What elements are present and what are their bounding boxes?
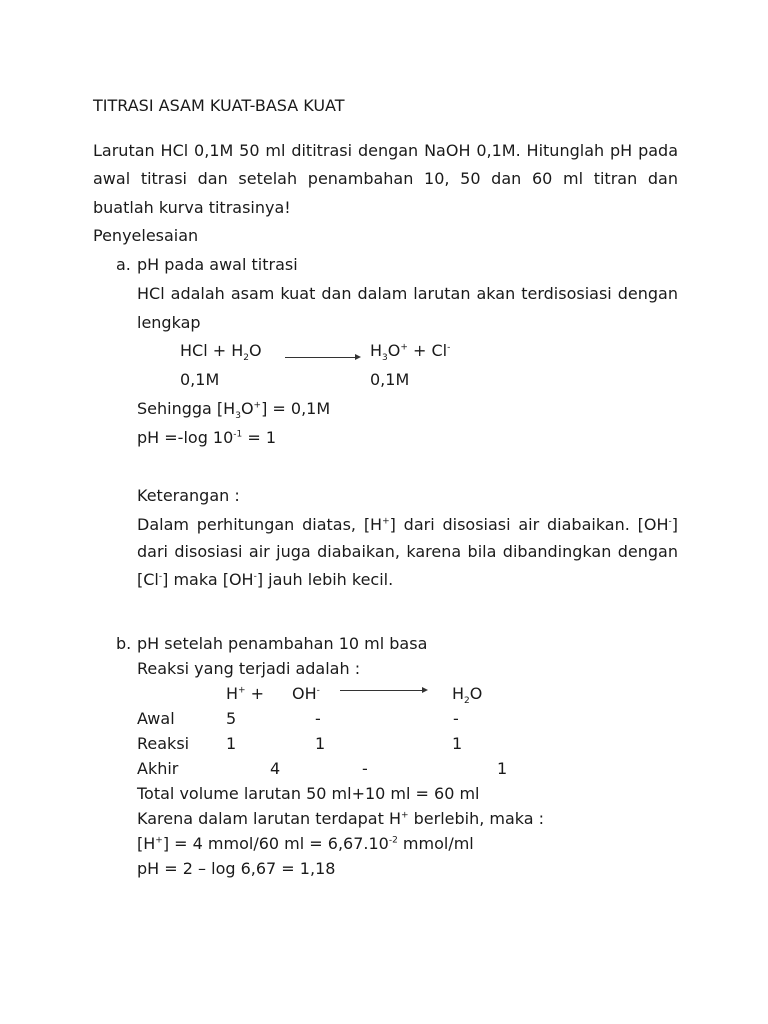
water-product: $H_2O$ <box>452 684 483 707</box>
ph-line-b: pH = 2 – log 6,67 = 1,18 <box>137 859 336 878</box>
awal-water: - <box>453 709 459 728</box>
solution-label: Penyelesaian <box>93 226 199 245</box>
ph-line-a: pH =-log $10^{-1} = 1$ <box>137 428 277 447</box>
total-volume: Total volume larutan 50 ml+10 ml = 60 ml <box>137 784 480 803</box>
note-line-2: dari disosiasi air juga diabaikan, karena bila dibandingkan dengan <box>137 542 678 561</box>
reaksi-h: 1 <box>226 734 237 753</box>
part-a-desc-2: lengkap <box>137 313 201 332</box>
reaction-a-products <box>370 341 451 364</box>
concentration-line: [H+] = 4 mmol/60 ml = $6,67.10^{-2}$ mmol/ml <box>137 834 474 853</box>
oh-ion: OH- <box>292 684 320 703</box>
part-a-marker: a. <box>116 255 131 274</box>
reaction-label: Reaksi yang terjadi adalah : <box>137 659 361 678</box>
note-line-3: [Cl-] maka [OH-] jauh lebih kecil. <box>137 570 394 589</box>
part-b-heading: pH setelah penambahan 10 ml basa <box>137 634 428 653</box>
part-a-desc-1: HCl adalah asam kuat dan dalam larutan akan terdisosiasi dengan <box>137 284 678 303</box>
part-a-heading: pH pada awal titrasi <box>137 255 298 274</box>
note-line-1: Dalam perhitungan diatas, [H+] dari disosiasi air diabaikan. [OH-] <box>137 515 678 534</box>
note-label: Keterangan : <box>137 486 240 505</box>
reaksi-oh: 1 <box>315 734 326 753</box>
row-label-reaksi: Reaksi <box>137 734 190 753</box>
reaction-arrow-icon <box>285 357 359 358</box>
reaksi-water: 1 <box>452 734 463 753</box>
reaction-arrow-b-icon <box>340 690 426 691</box>
reaction-a-reactants <box>180 341 262 364</box>
row-label-awal: Awal <box>137 709 175 728</box>
akhir-water: 1 <box>497 759 508 778</box>
excess-line: Karena dalam larutan terdapat H+ berlebih, maka : <box>137 809 545 828</box>
awal-oh: - <box>315 709 321 728</box>
h-ion: H+ + <box>226 684 265 703</box>
chloride-formula: + Cl- <box>413 341 451 360</box>
awal-h: 5 <box>226 709 237 728</box>
conc-left: 0,1M <box>180 370 220 389</box>
document-title: TITRASI ASAM KUAT-BASA KUAT <box>93 96 345 115</box>
akhir-oh: - <box>362 759 368 778</box>
conc-right: 0,1M <box>370 370 410 389</box>
problem-line-3: buatlah kurva titrasinya! <box>93 198 291 217</box>
hcl-formula: HCl <box>180 341 208 360</box>
row-label-akhir: Akhir <box>137 759 179 778</box>
water-formula: + $H_2O$ <box>212 341 262 364</box>
sehingga-line: Sehingga $[H_3O^+] = 0,1M$ <box>137 399 331 422</box>
problem-line-1: Larutan HCl 0,1M 50 ml dititrasi dengan NaOH 0,1M. Hitunglah pH pada <box>93 141 678 160</box>
akhir-h: 4 <box>270 759 281 778</box>
problem-line-2: awal titrasi dan setelah penambahan 10, 50 dan 60 ml titran dan <box>93 169 678 188</box>
hydronium-formula: $H_3O^+$ <box>370 341 408 364</box>
part-b-marker: b. <box>116 634 132 653</box>
